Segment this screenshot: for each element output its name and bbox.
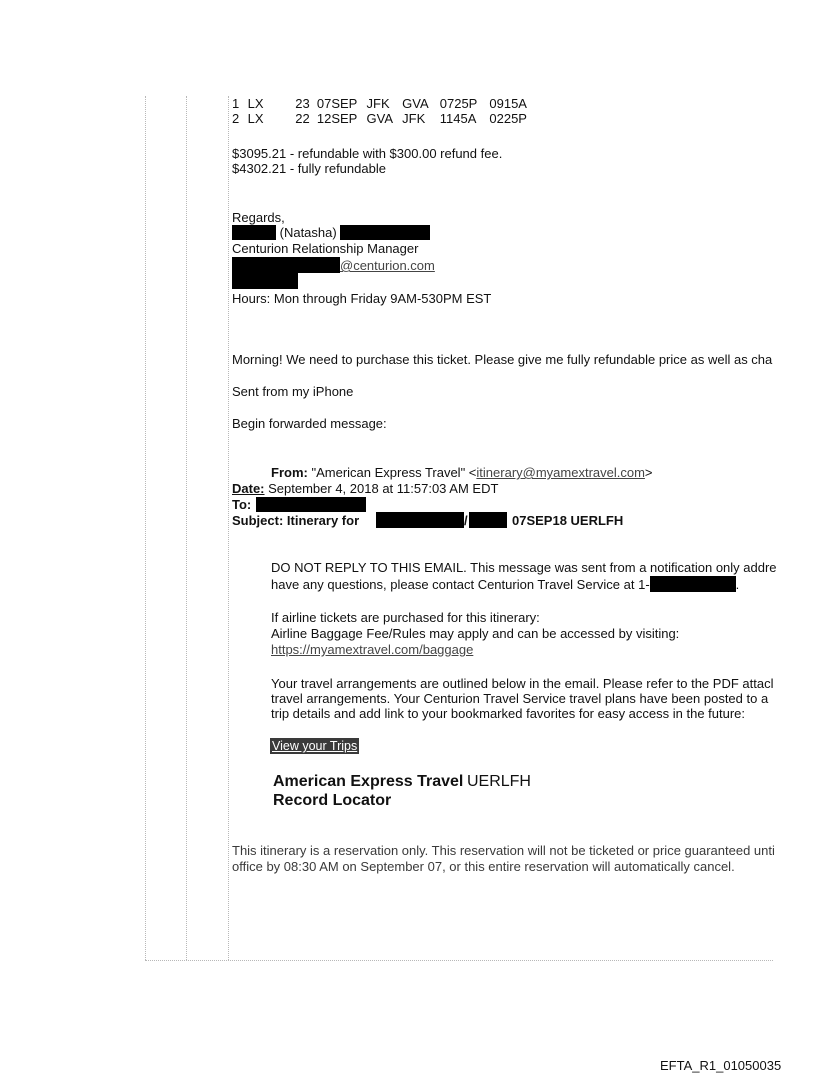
signature-email-link[interactable]: @centurion.com <box>340 258 435 273</box>
table-border-inner-1 <box>186 96 187 960</box>
message-sent-from: Sent from my iPhone <box>232 384 354 399</box>
to-label: To: <box>232 497 252 512</box>
forwarded-from-line <box>271 465 653 480</box>
signature-role: Centurion Relationship Manager <box>232 241 419 256</box>
redaction-block <box>232 225 276 240</box>
view-your-trips-button[interactable]: View your Trips <box>272 739 358 753</box>
forwarded-subject-line <box>232 513 359 528</box>
record-code: UERLFH <box>466 773 531 790</box>
arrangements-line-2: travel arrangements. Your Centurion Travel Service travel plans have been posted to a <box>271 691 769 706</box>
table-border-inner-2 <box>228 96 229 960</box>
document-footer-id: EFTA_R1_01050035 <box>660 1058 782 1073</box>
notice-line-1: DO NOT REPLY TO THIS EMAIL. This message was sent from a notification only addre <box>271 560 777 575</box>
redaction-block <box>232 273 298 289</box>
reservation-line-2: office by 08:30 AM on September 07, or this entire reservation will automatically cancel. <box>232 859 735 874</box>
redaction-block <box>376 512 464 528</box>
from-email-link[interactable]: itinerary@myamextravel.com <box>476 465 645 480</box>
signature-email-line <box>232 257 435 273</box>
baggage-line-2: Airline Baggage Fee/Rules may apply and can be accessed by visiting: <box>271 626 680 641</box>
record-locator-label: Record Locator <box>273 792 392 809</box>
record-brand: American Express Travel <box>273 773 464 790</box>
subject-label: Subject: Itinerary for <box>232 513 360 528</box>
notice-line-2: have any questions, please contact Centurion Travel Service at 1- . <box>271 577 740 592</box>
from-label: From: <box>271 465 308 480</box>
signature-hours: Hours: Mon through Friday 9AM-530PM EST <box>232 291 492 306</box>
record-header <box>273 772 531 791</box>
arrangements-line-3: trip details and add link to your bookmarked favorites for easy access in the future: <box>271 706 746 721</box>
flight-segment-row: 1 LX 23 07SEP JFK GVA 0725P 0915A <box>232 96 527 111</box>
from-name: "American Express Travel" < <box>311 465 477 480</box>
subject-record: 07SEP18 UERLFH <box>512 513 624 528</box>
price-refundable-with-fee: $3095.21 - refundable with $300.00 refund fee. <box>232 146 503 161</box>
flight-segment-row: 2 LX 22 12SEP GVA JFK 1145A 0225P <box>232 111 527 126</box>
table-border-left <box>145 96 146 960</box>
redaction-block <box>256 497 366 512</box>
redaction-block <box>650 576 736 592</box>
arrangements-line-1: Your travel arrangements are outlined below in the email. Please refer to the PDF attacl <box>271 676 774 691</box>
price-fully-refundable: $4302.21 - fully refundable <box>232 161 386 176</box>
redaction-block <box>469 512 507 528</box>
baggage-line-1: If airline tickets are purchased for this itinerary: <box>271 610 540 625</box>
table-border-bottom <box>145 960 773 961</box>
signature-regards: Regards, <box>232 210 285 225</box>
message-body: Morning! We need to purchase this ticket. Please give me fully refundable price as well as cha <box>232 352 773 367</box>
reservation-line-1: This itinerary is a reservation only. This reservation will not be ticketed or price guaranteed unti <box>232 843 775 858</box>
from-close: > <box>644 465 653 480</box>
redaction-block <box>340 225 430 240</box>
baggage-link[interactable]: https://myamextravel.com/baggage <box>271 642 474 657</box>
forwarded-date-line <box>232 481 498 496</box>
forwarded-to-line <box>232 497 251 512</box>
redaction-block <box>232 257 340 273</box>
message-begin-forwarded: Begin forwarded message: <box>232 416 387 431</box>
date-label: Date: <box>232 481 265 496</box>
signature-name: (Natasha) <box>279 225 337 240</box>
date-value: September 4, 2018 at 11:57:03 AM EDT <box>264 481 499 496</box>
subject-slash: / <box>464 513 468 528</box>
signature-name-line <box>232 225 430 240</box>
